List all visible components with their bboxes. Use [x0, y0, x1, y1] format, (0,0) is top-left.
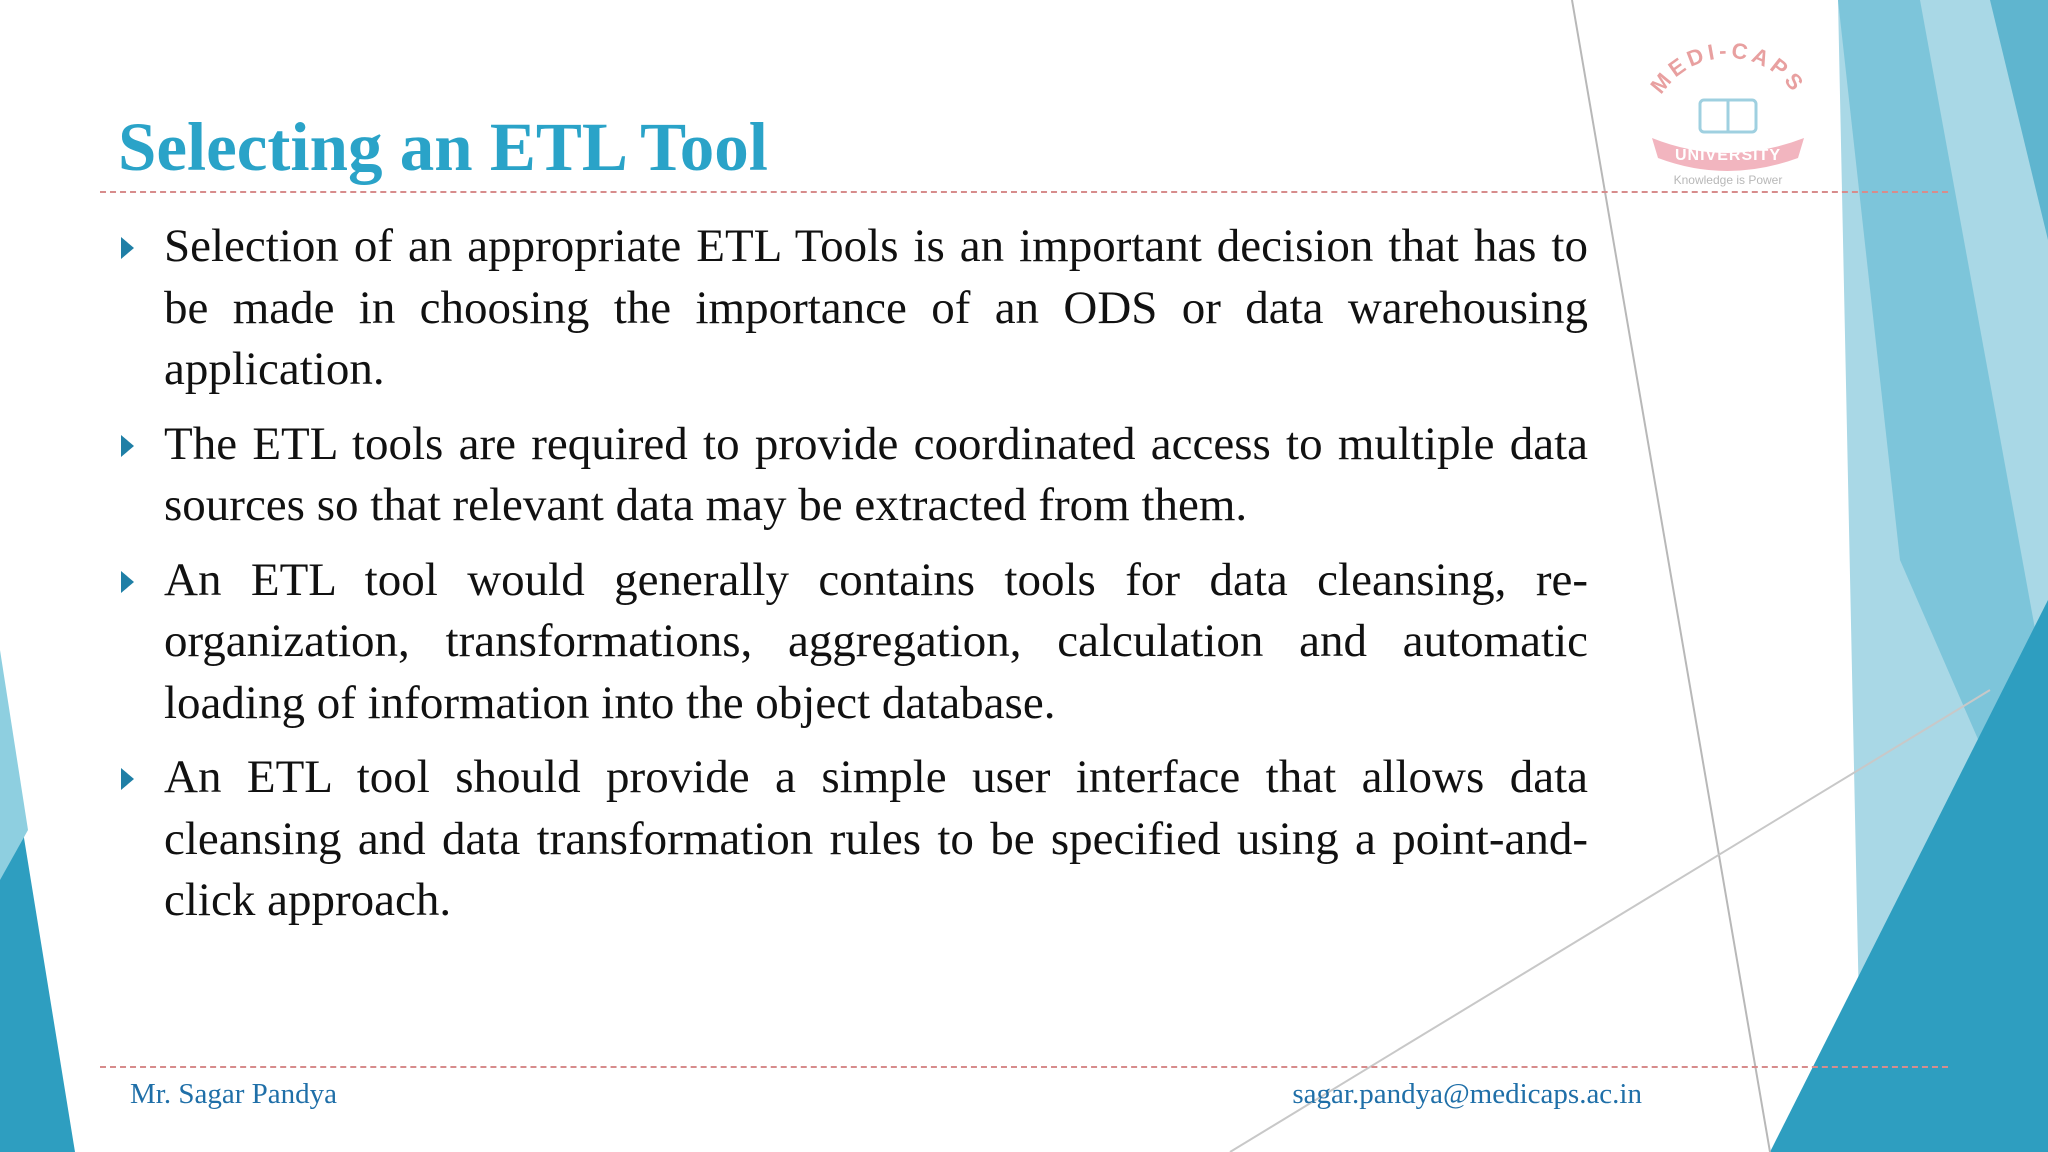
triangle-bullet-icon: [121, 237, 134, 259]
bullet-item: [118, 747, 1588, 932]
triangle-bullet-icon: [121, 571, 134, 593]
bullet-item: [118, 550, 1588, 735]
bullet-text: An ETL tool would generally contains tools for data cleansing, re-organization, transformations, aggregation, calculation and automatic loading of information into the object database.: [164, 553, 1588, 729]
bullet-text: An ETL tool should provide a simple user interface that allows data cleansing and data transformation rules to be specified using a point-and-click approach.: [164, 751, 1588, 926]
footer-divider: [100, 1066, 1948, 1068]
logo-tagline-text: Knowledge is Power: [1673, 173, 1783, 187]
bullet-item: [118, 414, 1588, 537]
bullet-text: The ETL tools are required to provide coordinated access to multiple data sources so that relevant data may be extracted from them.: [164, 417, 1588, 531]
triangle-bullet-icon: [121, 435, 134, 457]
logo-name-text: MEDI-CAPS: [1645, 38, 1811, 99]
slide-title: Selecting an ETL Tool: [118, 109, 768, 185]
footer-email: sagar.pandya@medicaps.ac.in: [1292, 1078, 1642, 1110]
medicaps-logo: [1622, 38, 1832, 188]
title-divider: [100, 191, 1948, 193]
triangle-bullet-icon: [121, 768, 134, 790]
bullet-list: [118, 216, 1588, 945]
footer-author: Mr. Sagar Pandya: [130, 1078, 337, 1110]
bullet-item: [118, 216, 1588, 401]
bullet-text: Selection of an appropriate ETL Tools is an important decision that has to be made in choosing the importance of an ODS or data warehousing application.: [164, 220, 1588, 395]
logo-banner-text: UNIVERSITY: [1674, 147, 1782, 164]
